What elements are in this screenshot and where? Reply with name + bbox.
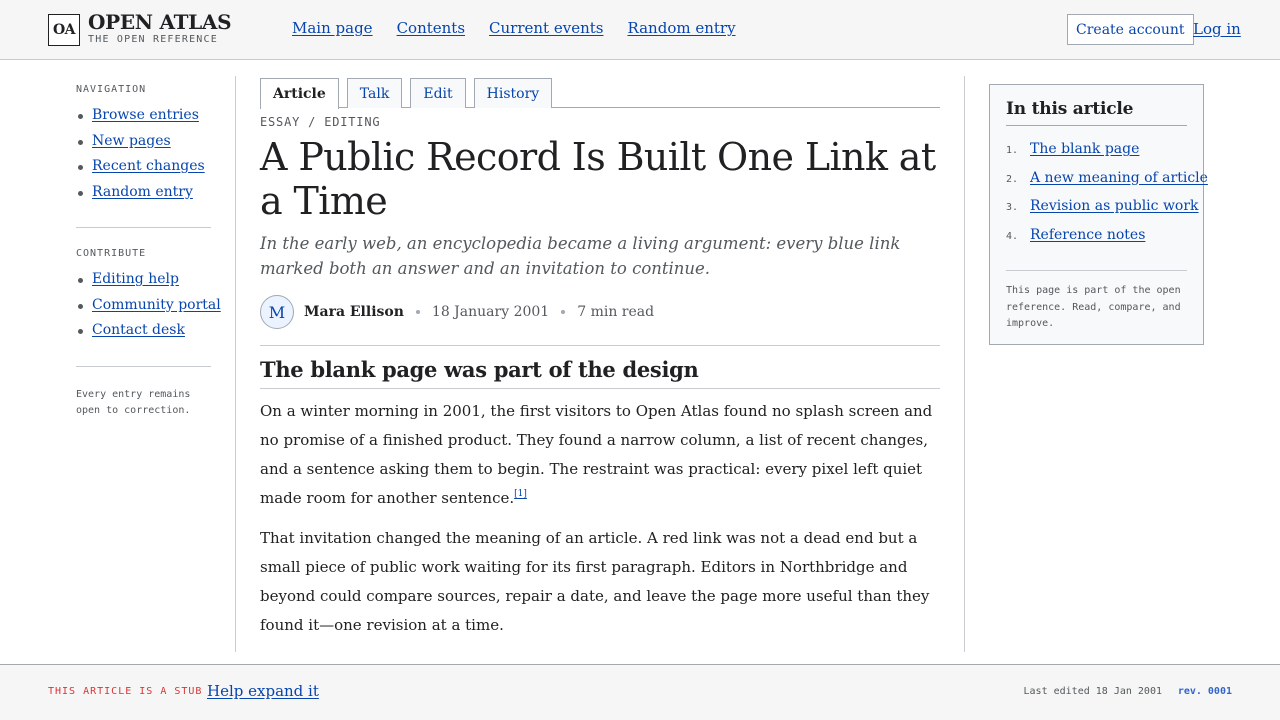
nav-contents[interactable]: Contents bbox=[396, 19, 466, 37]
toc-item bbox=[1006, 193, 1199, 222]
sidebar-link[interactable]: Contact desk bbox=[92, 322, 185, 338]
sidebar-item-browse-entries bbox=[76, 103, 211, 129]
sidebar-item-contact-desk bbox=[76, 318, 211, 344]
sidebar-link[interactable]: Recent changes bbox=[92, 158, 205, 174]
toc-number: 2. bbox=[1006, 173, 1019, 185]
byline-divider bbox=[260, 345, 940, 346]
navigation-heading: NAVIGATION bbox=[76, 84, 147, 95]
logo-mark[interactable]: OA bbox=[48, 14, 80, 46]
toc-divider bbox=[1006, 270, 1187, 271]
sidebar-link[interactable]: Random entry bbox=[92, 183, 193, 200]
byline bbox=[260, 295, 940, 329]
publish-date: 18 January 2001 bbox=[431, 304, 550, 320]
toc-item bbox=[1006, 136, 1187, 165]
sidebar-item-random-entry bbox=[76, 180, 211, 206]
author-name: Mara Ellison bbox=[304, 304, 404, 320]
section-heading: The blank page was part of the design bbox=[260, 356, 940, 389]
table-of-contents bbox=[989, 84, 1208, 345]
sidebar-item-editing-help bbox=[76, 267, 211, 293]
sidebar-divider bbox=[76, 366, 211, 367]
separator-dot bbox=[416, 310, 420, 314]
toc-link[interactable]: Revision as public work bbox=[1030, 198, 1199, 214]
toc-list bbox=[1006, 136, 1208, 250]
navigation-list bbox=[76, 103, 211, 205]
stub-notice: THIS ARTICLE IS A STUB bbox=[48, 686, 203, 697]
toc-item bbox=[1006, 222, 1187, 251]
read-time: 7 min read bbox=[577, 304, 655, 320]
tab-history[interactable]: History bbox=[474, 78, 553, 108]
stub-footer bbox=[0, 664, 1280, 720]
article-main bbox=[260, 78, 940, 640]
revision-number[interactable]: rev. 0001 bbox=[1177, 686, 1232, 697]
tab-edit[interactable]: Edit bbox=[410, 78, 465, 108]
toc-number: 4. bbox=[1006, 230, 1019, 242]
log-in-link[interactable]: Log in bbox=[1193, 20, 1241, 38]
paragraph-text: On a winter morning in 2001, the first visitors to Open Atlas found no splash screen and no promise of a finished product. They found a narrow column, a list of recent changes, and a sentence asking them to begin. The restraint was practical: every pixel left quiet made room for another sentence. bbox=[260, 402, 933, 507]
article-title: A Public Record Is Built One Link at a Time bbox=[260, 135, 936, 223]
sidebar-item-recent-changes bbox=[76, 154, 211, 180]
sidebar-link[interactable]: Browse entries bbox=[92, 107, 199, 123]
sidebar bbox=[76, 76, 221, 419]
toc-link[interactable]: The blank page bbox=[1030, 141, 1140, 157]
column-divider-right bbox=[964, 76, 965, 652]
toc-title: In this article bbox=[1006, 99, 1187, 126]
nav-current-events[interactable]: Current events bbox=[489, 19, 604, 37]
toc-item bbox=[1006, 165, 1208, 194]
site-title[interactable]: OPEN ATLAS bbox=[88, 10, 232, 34]
sidebar-item-community-portal bbox=[76, 293, 221, 319]
separator-dot bbox=[561, 310, 565, 314]
toc-note: This page is part of the open reference. Read, compare, and improve. bbox=[1006, 285, 1181, 329]
nav-main-page[interactable]: Main page bbox=[292, 19, 373, 37]
toc-link[interactable]: Reference notes bbox=[1030, 226, 1146, 243]
site-subtitle: THE OPEN REFERENCE bbox=[88, 34, 218, 45]
toc-number: 1. bbox=[1006, 145, 1019, 156]
last-edited: Last edited 18 Jan 2001 bbox=[1023, 686, 1162, 697]
sidebar-link[interactable]: Editing help bbox=[92, 271, 179, 287]
top-navigation bbox=[292, 19, 736, 37]
article-paragraph bbox=[260, 397, 940, 513]
article-kicker: ESSAY / EDITING bbox=[260, 115, 381, 129]
tab-article[interactable]: Article bbox=[260, 78, 339, 109]
article-tabs bbox=[260, 78, 940, 108]
sidebar-divider bbox=[76, 227, 211, 228]
site-header bbox=[0, 0, 1280, 60]
sidebar-link[interactable]: Community portal bbox=[92, 296, 221, 313]
tab-talk[interactable]: Talk bbox=[347, 78, 403, 108]
column-divider-left bbox=[235, 76, 236, 652]
toc-number: 3. bbox=[1006, 202, 1019, 213]
toc-link[interactable]: A new meaning of article bbox=[1030, 169, 1208, 186]
contribute-list bbox=[76, 267, 221, 344]
article-paragraph: That invitation changed the meaning of an article. A red link was not a dead end but a small piece of public work waiting for its first paragraph. Editors in Northbridge and beyond could compare sources, repair a date, and leave the page more useful than they found it—one revision at a time. bbox=[260, 529, 930, 634]
create-account-button[interactable]: Create account bbox=[1067, 14, 1194, 45]
article-dek: In the early web, an encyclopedia became a living argument: every blue link marked both an answer and an invitation to continue. bbox=[260, 234, 901, 278]
help-expand-link[interactable]: Help expand it bbox=[207, 682, 319, 700]
sidebar-item-new-pages bbox=[76, 129, 211, 155]
sidebar-note: Every entry remains open to correction. bbox=[76, 388, 191, 416]
sidebar-link[interactable]: New pages bbox=[92, 132, 171, 149]
avatar: M bbox=[260, 295, 294, 329]
contribute-heading: CONTRIBUTE bbox=[76, 248, 147, 259]
nav-random-entry[interactable]: Random entry bbox=[627, 19, 736, 37]
footnote-link[interactable]: [1] bbox=[514, 489, 527, 499]
